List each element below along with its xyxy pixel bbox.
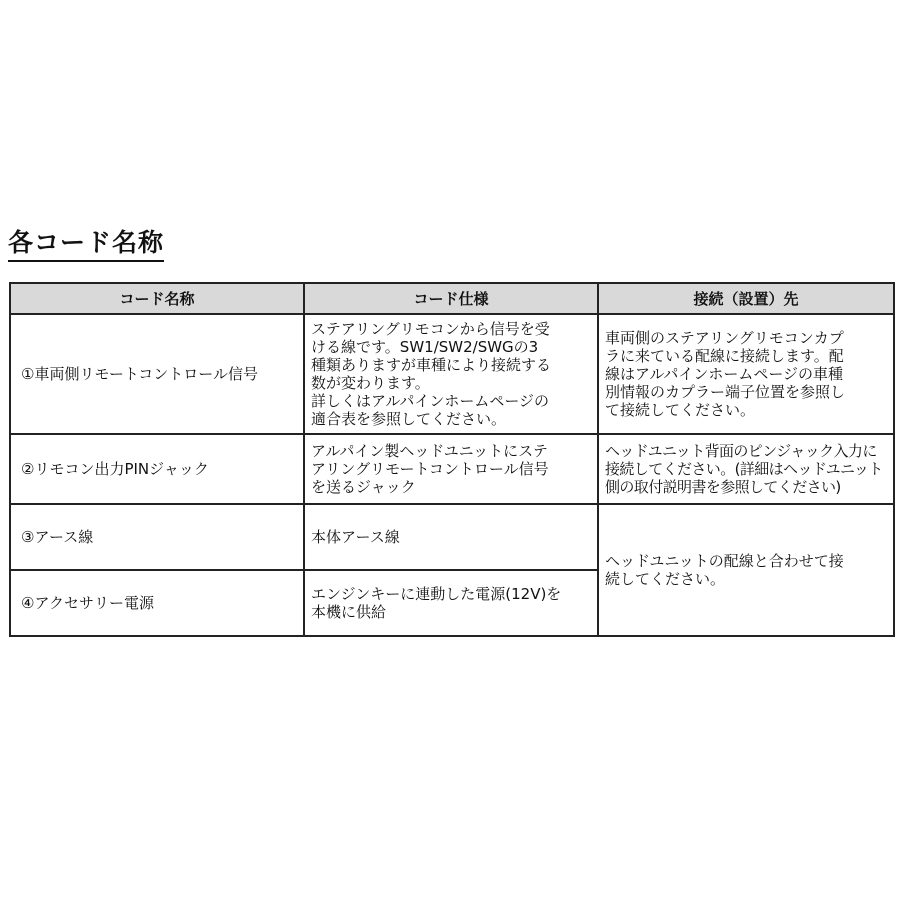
table-header-row — [10, 283, 894, 314]
cord-name-cell: ①車両側リモートコントロール信号 — [10, 314, 304, 434]
dest-line: 車両側のステアリングリモコンカプ — [605, 329, 844, 347]
dest-line: 線はアルパインホームページの車種 — [605, 365, 844, 383]
dest-line: て接続してください。 — [605, 401, 756, 419]
cord-spec-cell — [304, 434, 598, 504]
cord-name-cell: ③アース線 — [10, 504, 304, 570]
dest-line: 続してください。 — [605, 570, 726, 588]
cord-name-cell: ②リモコン出力PINジャック — [10, 434, 304, 504]
cord-name-cell: ④アクセサリー電源 — [10, 570, 304, 636]
cord-spec-cell — [304, 314, 598, 434]
cord-spec-cell — [304, 504, 598, 570]
cord-spec-table — [9, 282, 895, 637]
table-row — [10, 434, 894, 504]
dest-line: 別情報のカプラー端子位置を参照し — [605, 383, 846, 401]
spec-line: 本体アース線 — [311, 528, 400, 546]
connection-destination-cell — [598, 434, 894, 504]
dest-line: ラに来ている配線に接続します。配 — [605, 347, 844, 365]
table-row — [10, 314, 894, 434]
connection-destination-cell — [598, 314, 894, 434]
spec-line: 数が変わります。 — [311, 374, 430, 392]
section-title: 各コード名称 — [8, 226, 164, 262]
spec-line: 本機に供給 — [311, 603, 387, 621]
spec-line: ける線です。SW1/SW2/SWGの3 — [311, 338, 539, 356]
dest-line: ヘッドユニットの配線と合わせて接 — [605, 552, 844, 570]
spec-line: アリングリモートコントロール信号 — [311, 460, 549, 478]
spec-line: アルパイン製ヘッドユニットにステ — [311, 442, 548, 460]
header-connection-destination: 接続（設置）先 — [598, 283, 894, 314]
dest-line: 側の取付説明書を参照してください) — [605, 478, 841, 496]
spec-line: 種類ありますが車種により接続する — [311, 356, 552, 374]
spec-line: 詳しくはアルパインホームページの — [311, 392, 550, 410]
spec-line: エンジンキーに連動した電源(12V)を — [311, 585, 562, 603]
table-row — [10, 504, 894, 570]
header-cord-spec: コード仕様 — [304, 283, 598, 314]
dest-line: 接続してください。(詳細はヘッドユニット — [605, 460, 883, 478]
cord-spec-cell — [304, 570, 598, 636]
header-cord-name: コード名称 — [10, 283, 304, 314]
spec-line: を送るジャック — [311, 478, 416, 496]
dest-line: ヘッドユニット背面のピンジャック入力に — [605, 442, 877, 460]
spec-line: 適合表を参照してください。 — [311, 410, 507, 428]
connection-destination-cell — [598, 504, 894, 636]
spec-line: ステアリングリモコンから信号を受 — [311, 320, 550, 338]
